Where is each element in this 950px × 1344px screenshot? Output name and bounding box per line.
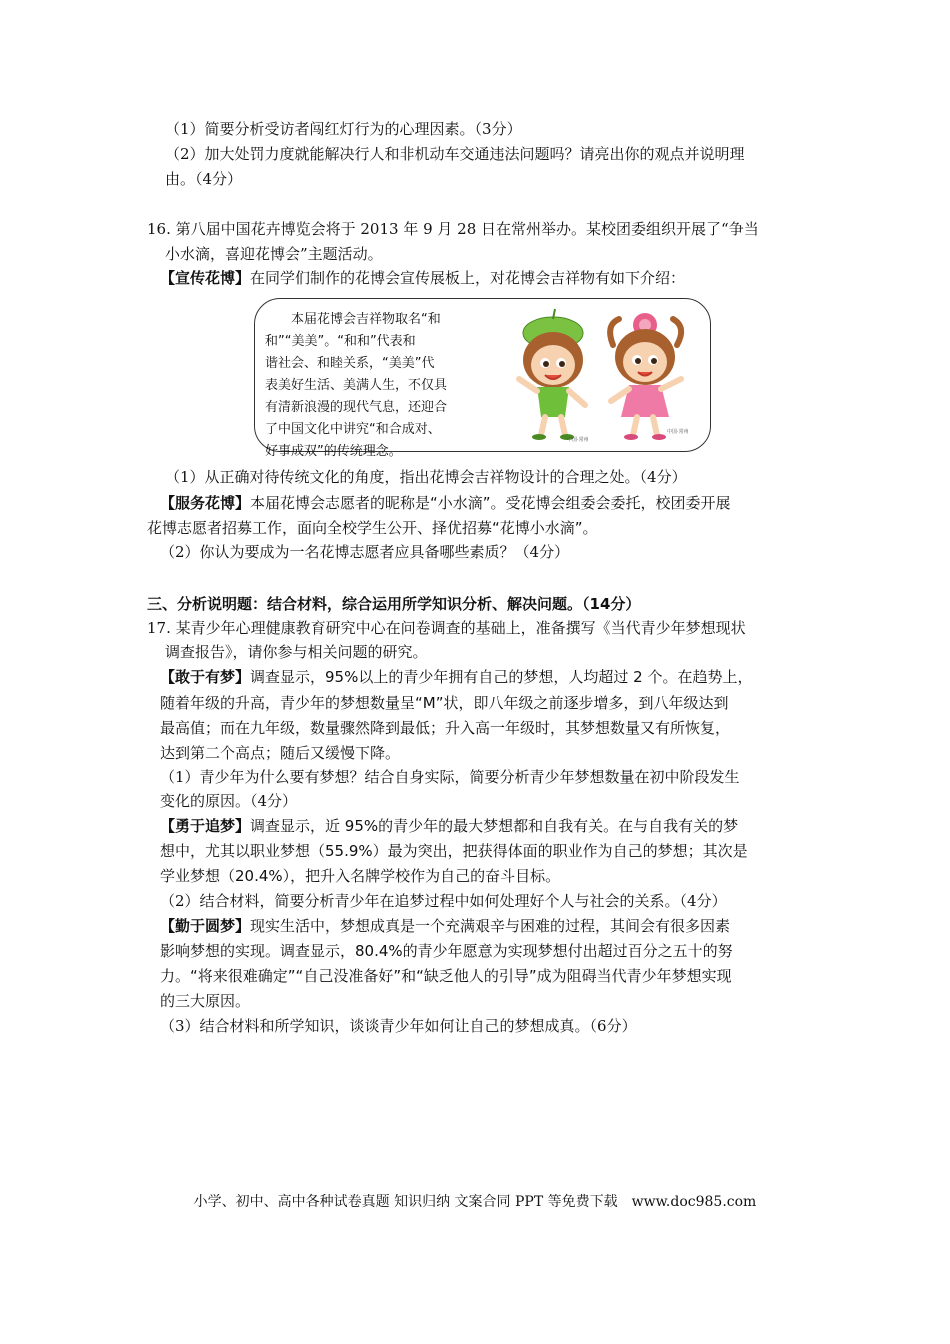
- q17-sub1-line1: （1）青少年为什么要有梦想？结合自身实际，简要分析青少年梦想数量在初中阶段发生: [160, 768, 740, 786]
- mascot-meimei: [610, 313, 689, 440]
- q17-intro-line1: 17. 某青少年心理健康教育研究中心在问卷调查的基础上，准备撰写《当代青少年梦想现状: [147, 619, 746, 637]
- q17-realize-line2: 影响梦想的实现。调查显示，80.4%的青少年愿意为实现梦想付出超过百分之五十的努: [160, 942, 733, 960]
- mascot-tag-left: 中国·常州: [567, 437, 589, 443]
- promo-heading: 【宣传花博】: [160, 269, 251, 287]
- q17-dream-line2: 随着年级的升高，青少年的梦想数量呈“M”状，即八年级之前逐步增多，到八年级达到: [160, 694, 729, 712]
- q17-chase-line2: 想中，尤其以职业梦想（55.9%）最为突出，把获得体面的职业作为自己的梦想；其次是: [160, 842, 748, 860]
- q17-sub3: （3）结合材料和所学知识，谈谈青少年如何让自己的梦想成真。（6分）: [160, 1017, 637, 1035]
- chase-heading: 【勇于追梦】: [160, 817, 251, 835]
- q16-sub1: （1）从正确对待传统文化的角度，指出花博会吉祥物设计的合理之处。（4分）: [165, 468, 687, 486]
- q17-dream-line3: 最高值；而在九年级，数量骤然降到最低；升入高一年级时，其梦想数量又有所恢复，: [160, 719, 731, 737]
- q16-intro-line2: 小水滴，喜迎花博会”主题活动。: [165, 245, 383, 263]
- q17-sub1-line2: 变化的原因。（4分）: [160, 792, 298, 810]
- q17-intro-line2: 调查报告》，请你参与相关问题的研究。: [165, 643, 428, 661]
- q17-chase-line1: [160, 815, 738, 837]
- mascot-description: [265, 309, 497, 463]
- q17-realize-line1: [160, 915, 730, 937]
- q17-sub2: （2）结合材料，简要分析青少年在追梦过程中如何处理好个人与社会的关系。（4分）: [160, 892, 727, 910]
- box-line: 有清新浪漫的现代气息，还迎合: [265, 400, 448, 415]
- service-heading: 【服务花博】: [160, 494, 251, 512]
- box-line: 了中国文化中讲究“和合成对、: [265, 422, 441, 437]
- service-text: 本届花博会志愿者的昵称是“小水滴”。受花博会组委会委托，校团委开展: [250, 494, 731, 512]
- mascot-tag-right: 中国·常州: [667, 429, 689, 435]
- q16-service-line1: [160, 492, 731, 514]
- section3-heading: 三、分析说明题：结合材料，综合运用所学知识分析、解决问题。（14分）: [147, 595, 641, 613]
- box-line: 本届花博会吉祥物取名“和: [265, 312, 441, 327]
- q17-dream-line4: 达到第二个高点；随后又缓慢下降。: [160, 744, 401, 762]
- box-line: 表美好生活、美满人生，不仅具: [265, 378, 448, 393]
- page-footer: 小学、初中、高中各种试卷真题 知识归纳 文案合同 PPT 等免费下载 www.doc985.com: [193, 1194, 757, 1210]
- q16-service-line2: 花博志愿者招募工作，面向全校学生公开、择优招募“花博小水滴”。: [147, 519, 598, 537]
- box-line: 好事成双”的传统理念。: [265, 444, 402, 459]
- q15-sub1: （1）简要分析受访者闯红灯行为的心理因素。（3分）: [165, 120, 522, 138]
- mascot-hehe: [519, 309, 589, 443]
- q17-chase-line3: 学业梦想（20.4%），把升入名牌学校作为自己的奋斗目标。: [160, 867, 561, 885]
- box-line: 和”“美美”。“和和”代表和: [265, 334, 416, 349]
- chase-text: 调查显示，近 95%的青少年的最大梦想都和自我有关。在与自我有关的梦: [250, 817, 739, 835]
- realize-heading: 【勤于圆梦】: [160, 917, 251, 935]
- q15-sub2-line1: （2）加大处罚力度就能解决行人和非机动车交通违法问题吗？请亮出你的观点并说明理: [165, 145, 745, 163]
- q17-dream-line1: [160, 666, 752, 688]
- mascot-info-panel: [254, 298, 711, 459]
- q16-intro-line1: 16. 第八届中国花卉博览会将于 2013 年 9 月 28 日在常州举办。某校团委组织开展了“争当: [147, 220, 759, 238]
- q15-sub2-line2: 由。（4分）: [165, 170, 243, 188]
- q16-sub2: （2）你认为要成为一名花博志愿者应具备哪些素质？（4分）: [160, 543, 570, 561]
- q17-realize-line3: 力。“将来很难确定”“自己没准备好”和“缺乏他人的引导”成为阻碍当代青少年梦想实现: [160, 967, 732, 985]
- q16-promo-paragraph: [160, 267, 685, 289]
- dream-text: 调查显示，95%以上的青少年拥有自己的梦想，人均超过 2 个。在趋势上，: [250, 668, 753, 686]
- dream-heading: 【敢于有梦】: [160, 668, 251, 686]
- box-line: 谐社会、和睦关系，“美美”代: [265, 356, 435, 371]
- realize-text: 现实生活中，梦想成真是一个充满艰辛与困难的过程，其间会有很多因素: [250, 917, 731, 935]
- promo-intro: 在同学们制作的花博会宣传展板上，对花博会吉祥物有如下介绍：: [250, 269, 686, 287]
- mascot-illustration: [495, 305, 700, 445]
- q17-realize-line4: 的三大原因。: [160, 992, 251, 1010]
